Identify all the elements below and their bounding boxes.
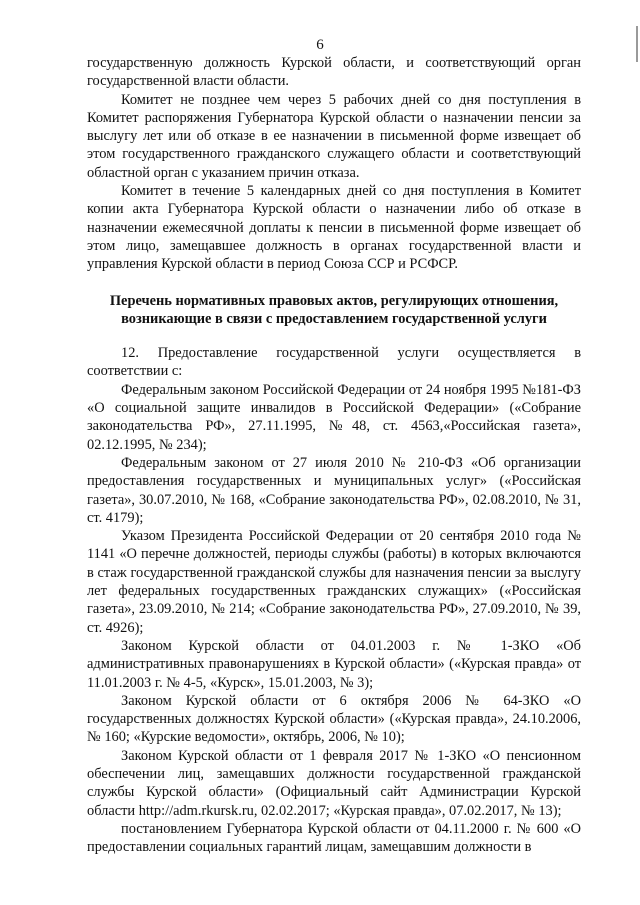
paragraph-federal-law-181: Федеральным законом Российской Федерации от 24 ноября 1995 №181-ФЗ «О социальной защите инвалидов в Российской Федерации» («Собрание законодательства РФ», 27.11.1995, №48, ст. 4563,«Российская газета», 02.12.1995, № 234);	[87, 381, 581, 453]
page-number: 6	[316, 37, 324, 53]
paragraph-kursk-law-64zko: Законом Курской области от 6 октября 2006 № 64-ЗКО «О государственных должностях Курской области» («Курская правда», 24.10.2006, № 160; «Курские ведомости», октябрь, 2006, № 10);	[87, 692, 581, 746]
paragraph-item-12: 12. Предоставление государственной услуги осуществляется в соответствии с:	[87, 345, 581, 380]
paragraph-kursk-law-1zko-2003: Законом Курской области от 04.01.2003 г. № 1-ЗКО «Об административных правонарушениях в Курской области» («Курская правда» от 11.01.2003 г. № 4-5, «Курск», 15.01.2003, № 3);	[87, 637, 581, 691]
paragraph-committee-notice: Комитет не позднее чем через 5 рабочих дней со дня поступления в Комитет распоряжения Губернатора Курской области о назначении пенсии за выслугу лет или об отказе в ее назначении в письменной форме извещает об этом государственного гражданского служащего области и соответствующий областной орган с указанием причин отказа.	[87, 91, 581, 181]
paragraph-committee-copy: Комитет в течение 5 календарных дней со дня поступления в Комитет копии акта Губернатора Курской области о назначении либо об отказе в назначении ежемесячной доплаты к пенсии в письменной форме извещает об этом лицо, замещавшее должность в органах государственной власти и управления Курской области в период Союза ССР и РСФСР.	[87, 183, 581, 273]
paragraph-governor-resolution-600: постановлением Губернатора Курской области от 04.11.2000 г. № 600 «О предоставлении социальных гарантий лицам, замещавшим должности в	[87, 820, 581, 856]
paragraph-presidential-decree-1141: Указом Президента Российской Федерации от 20 сентября 2010 года № 1141 «О перечне должностей, периоды службы (работы) в которых включаются в стаж государственной гражданской службы для назначения пенсии за выслугу лет федеральных государственных гражданских служащих» («Российская газета», 23.09.2010, № 214; «Собрание законодательства РФ», 27.09.2010, № 39, ст. 4926);	[87, 528, 581, 636]
section-heading: Перечень нормативных правовых актов, регулирующих отношения, возникающие в связи с предоставлением государственной услуги	[109, 292, 559, 327]
document-body	[87, 54, 581, 856]
paragraph-kursk-law-1zko-2017: Законом Курской области от 1 февраля 2017 № 1-ЗКО «О пенсионном обеспечении лиц, замещавших должности государственной гражданской службы Курской области» (Официальный сайт Администрации Курской области http://adm.rkursk.ru, 02.02.2017; «Курская правда», 07.02.2017, № 13);	[87, 747, 581, 819]
paragraph-continuation: государственную должность Курской области, и соответствующий орган государственной власти области.	[87, 55, 581, 90]
paragraph-federal-law-210: Федеральным законом от 27 июля 2010 № 210-ФЗ «Об организации предоставления государственных и муниципальных услуг» («Российская газета», 30.07.2010, № 168, «Собрание законодательства РФ», 02.08.2010, № 31, ст. 4179);	[87, 454, 581, 526]
